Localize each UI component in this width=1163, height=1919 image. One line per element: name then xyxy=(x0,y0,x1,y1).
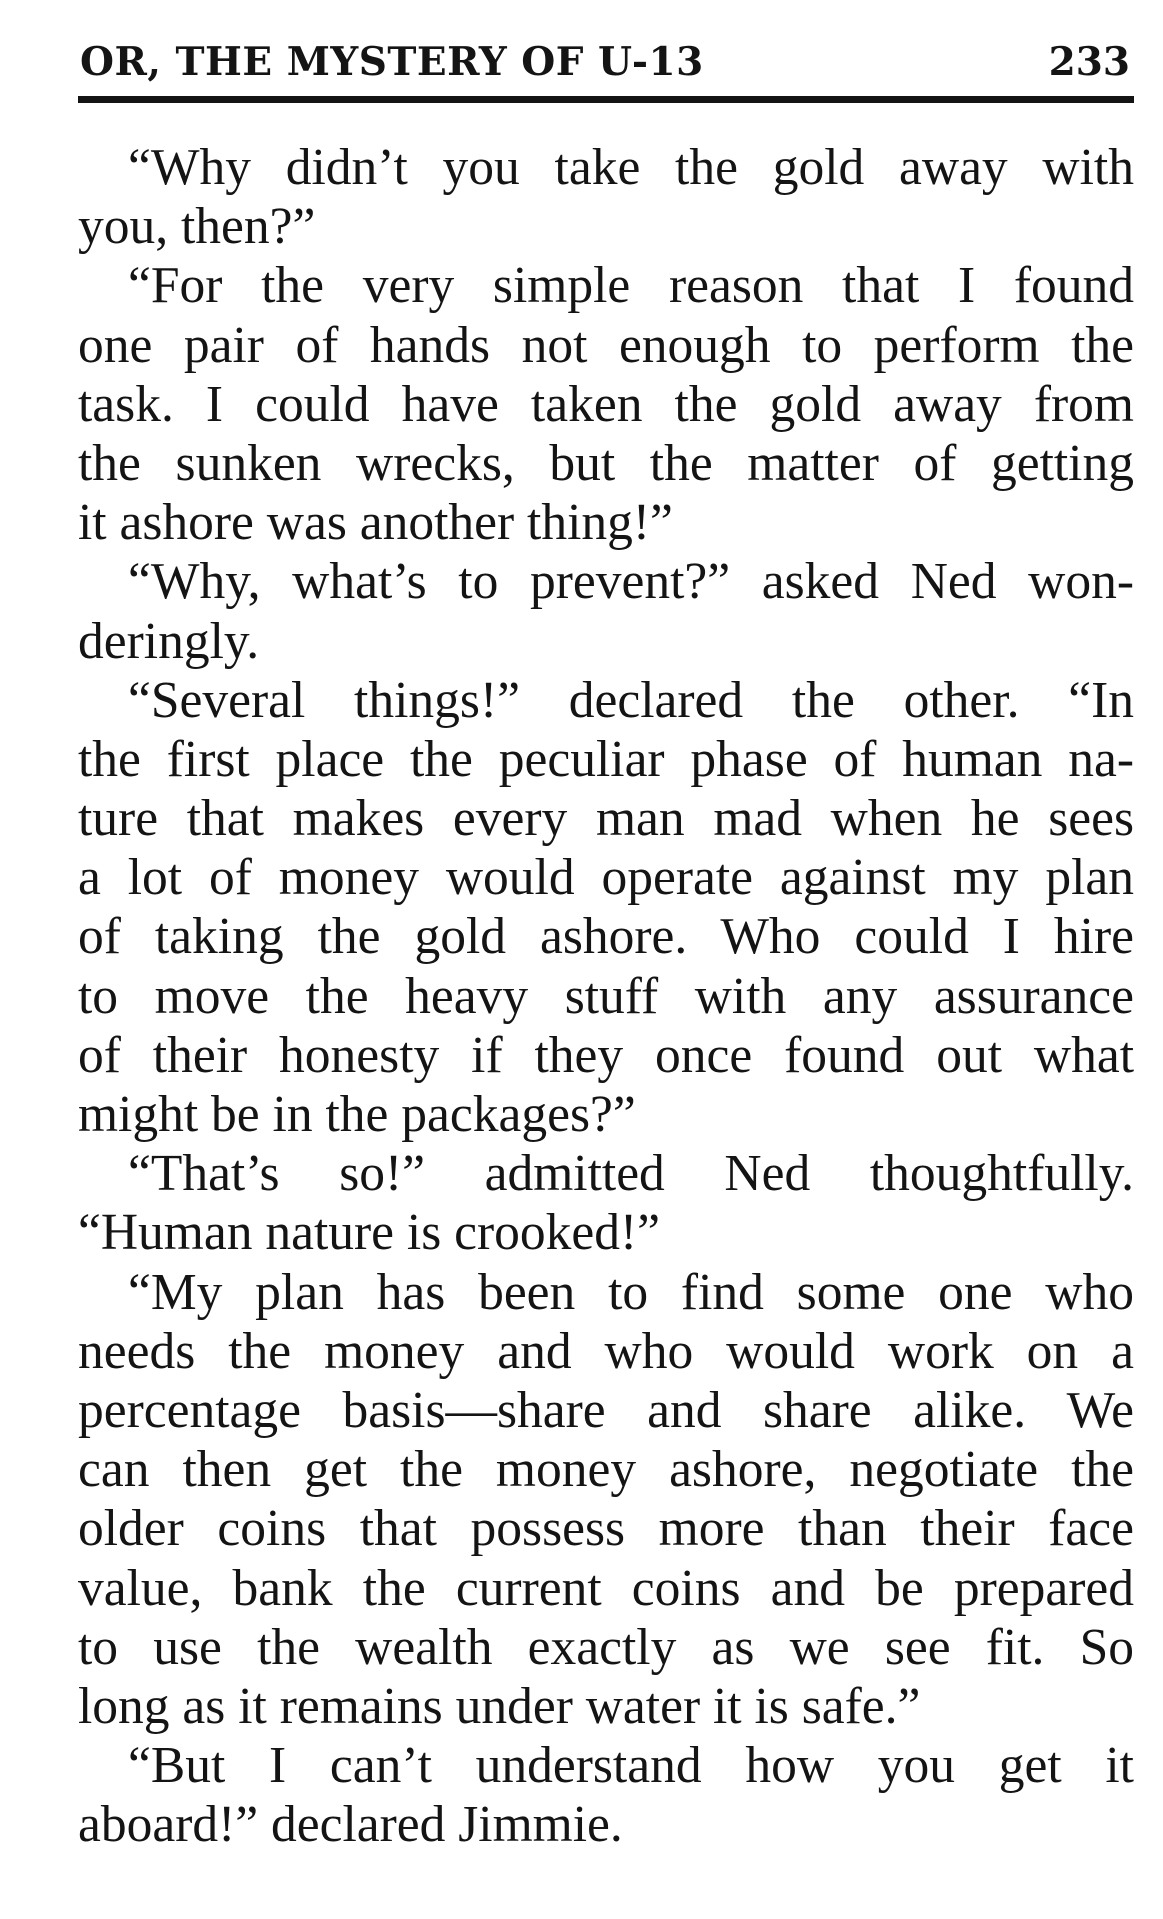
text-line: might be in the packages?” xyxy=(78,1086,636,1143)
paragraph xyxy=(78,671,1134,1145)
text-line: “Several things!” declared the other. “In xyxy=(128,671,1134,729)
text-line: the sunken wrecks, but the matter of getting xyxy=(78,434,1134,492)
text-line: ture that makes every man mad when he sees xyxy=(78,790,1134,848)
paragraph xyxy=(78,1144,1134,1262)
text-line: to move the heavy stuff with any assurance xyxy=(78,967,1134,1025)
text-line: it ashore was another thing!” xyxy=(78,494,673,552)
text-line: value, bank the current coins and be prepared xyxy=(78,1559,1134,1617)
text-line: you, then?” xyxy=(78,198,316,256)
text-line: “Human nature is crooked!” xyxy=(78,1204,660,1262)
text-line: “But I can’t understand how you get it xyxy=(128,1737,1134,1795)
text-line: task. I could have taken the gold away from xyxy=(78,375,1134,433)
text-line: “My plan has been to find some one who xyxy=(128,1263,1134,1321)
text-line: one pair of hands not enough to perform the xyxy=(78,316,1134,374)
text-line: the first place the peculiar phase of human na- xyxy=(78,730,1134,788)
paragraph xyxy=(78,552,1134,670)
text-line: “Why didn’t you take the gold away with xyxy=(128,139,1134,196)
text-line: of taking the gold ashore. Who could I hire xyxy=(78,908,1134,966)
paragraph xyxy=(78,256,1134,552)
page-number: 233 xyxy=(1048,39,1130,85)
paragraph xyxy=(78,138,1134,256)
running-title: OR, THE MYSTERY OF U-13 xyxy=(80,39,704,85)
text-line: can then get the money ashore, negotiate the xyxy=(78,1441,1134,1499)
text-line: of their honesty if they once found out what xyxy=(78,1026,1134,1084)
text-line: “Why, what’s to prevent?” asked Ned won- xyxy=(128,553,1134,611)
text-line: aboard!” declared Jimmie. xyxy=(78,1796,623,1854)
text-line: older coins that possess more than their face xyxy=(78,1500,1134,1558)
text-line: “That’s so!” admitted Ned thoughtfully. xyxy=(128,1145,1134,1203)
header-rule xyxy=(78,96,1134,103)
body-text xyxy=(78,138,1134,1854)
text-line: deringly. xyxy=(78,612,260,670)
text-line: “For the very simple reason that I found xyxy=(128,257,1134,315)
paragraph xyxy=(78,1736,1134,1854)
paragraph xyxy=(78,1263,1134,1737)
text-line: long as it remains under water it is safe.” xyxy=(78,1677,921,1735)
text-line: a lot of money would operate against my plan xyxy=(78,849,1134,907)
text-line: needs the money and who would work on a xyxy=(78,1322,1134,1380)
text-line: percentage basis—share and share alike. We xyxy=(78,1381,1134,1439)
page-header xyxy=(80,32,1130,92)
text-line: to use the wealth exactly as we see fit. So xyxy=(78,1618,1134,1676)
